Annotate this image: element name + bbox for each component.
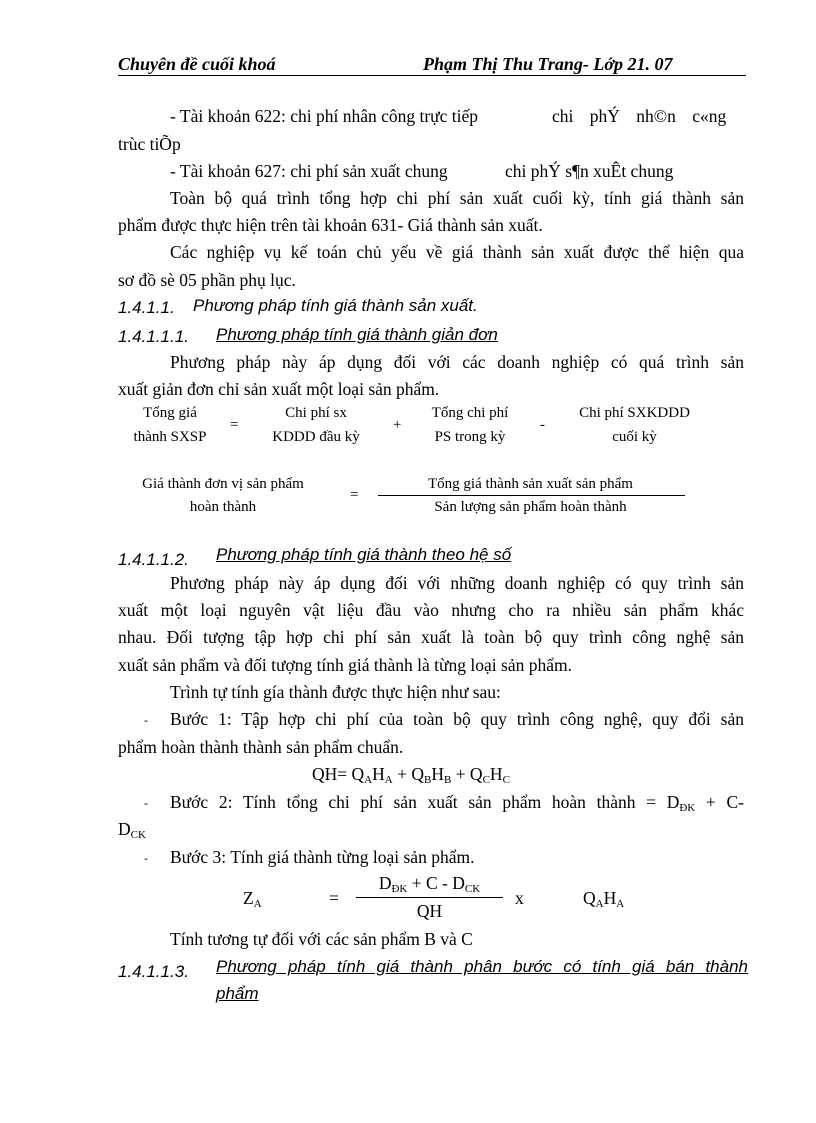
paragraph-line: Phương pháp này áp dụng đối với các doanh nghiệp có quá trình sản bbox=[170, 352, 744, 372]
subsection-title: Phương pháp tính giá thành giản đơn bbox=[216, 325, 498, 344]
section-number: 1.4.1.1. bbox=[118, 298, 175, 317]
za-lhs: $Z_A$ bbox=[243, 888, 262, 910]
step-3-text: Bước 3: Tính giá thành từng loại sản phẩm. bbox=[170, 847, 475, 867]
formula-term: PS trong kỳ bbox=[434, 429, 506, 445]
subsection-number: 1.4.1.1.2. bbox=[118, 550, 189, 569]
account-622-garbled: chi phÝ nh©n c«ng bbox=[552, 106, 727, 126]
subsection-number: 1.4.1.1.1. bbox=[118, 327, 189, 346]
paragraph-line: xuất giản đơn chỉ sản xuất một loại sản phẩm. bbox=[118, 379, 440, 399]
minus-sign: - bbox=[540, 417, 545, 433]
paragraph-line: Toàn bộ quá trình tổng hợp chi phí sản xuất cuối kỳ, tính giá thành sản bbox=[170, 188, 744, 208]
formula-lhs: Giá thành đơn vị sản phẩm bbox=[142, 476, 304, 492]
paragraph-line: Tính tương tự đối với các sản phẩm B và C bbox=[170, 929, 473, 949]
step-2-text: Bước 2: Tính tổng chi phí sản xuất sản phẩm hoàn thành = $D_{ĐK} + C-$ bbox=[170, 792, 744, 814]
step-1-text: Bước 1: Tập hợp chi phí của toàn bộ quy trình công nghệ, quy đổi sản bbox=[170, 709, 744, 729]
account-622-text: - Tài khoản 622: chi phí nhân công trực tiếp bbox=[170, 106, 479, 126]
account-627-text: - Tài khoản 627: chi phí sản xuất chung bbox=[170, 161, 448, 181]
subsection-title-cont: phẩm bbox=[216, 984, 259, 1003]
formula-term: cuối kỳ bbox=[612, 429, 657, 445]
account-622-garbled-cont: trùc tiÕp bbox=[118, 134, 181, 154]
za-denominator: QH bbox=[416, 901, 443, 921]
za-rhs: $Q_AH_A$ bbox=[583, 888, 625, 910]
equals-sign: = bbox=[350, 487, 359, 503]
step-1-text-cont: phẩm hoàn thành thành sản phẩm chuẩn. bbox=[118, 737, 404, 757]
formula-term: Tổng giá bbox=[143, 405, 197, 421]
fraction-bar bbox=[356, 897, 503, 898]
fraction-denominator: Sản lượng sản phẩm hoàn thành bbox=[434, 499, 627, 515]
paragraph-line: Trình tự tính gía thành được thực hiện như sau: bbox=[170, 682, 501, 702]
subsection-title: Phương pháp tính giá thành phân bước có tính giá bán thành bbox=[216, 957, 748, 976]
plus-sign: + bbox=[393, 417, 402, 433]
formula-term: KDDD đầu kỳ bbox=[272, 429, 360, 445]
paragraph-line: Phương pháp này áp dụng đối với những doanh nghiệp có quy trình sản bbox=[170, 573, 744, 593]
paragraph-line: xuất một loại nguyên vật liệu đầu vào nhưng cho ra nhiều sản phẩm khác bbox=[118, 600, 744, 620]
header-left: Chuyên đề cuối khoá bbox=[118, 54, 276, 74]
bullet-dash: - bbox=[144, 796, 148, 810]
formula-term: thành SXSP bbox=[133, 429, 207, 445]
paragraph-line: nhau. Đối tượng tập hợp chi phí sản xuất là toàn bộ quy trình công nghệ sản bbox=[118, 627, 744, 647]
paragraph-line: xuất sản phẩm và đối tượng tính giá thành là từng loại sản phẩm. bbox=[118, 655, 572, 675]
subsection-number: 1.4.1.1.3. bbox=[118, 962, 189, 981]
paragraph-line: Các nghiệp vụ kế toán chủ yếu về giá thành sản xuất được thể hiện qua bbox=[170, 242, 744, 262]
account-627-garbled: chi phÝ s¶n xuÊt chung bbox=[505, 161, 674, 181]
step-2-text-cont: $D_{CK}$ bbox=[118, 819, 146, 841]
subsection-title: Phương pháp tính giá thành theo hệ số bbox=[216, 545, 512, 564]
header-divider bbox=[118, 75, 746, 76]
formula-term: Chi phí sx bbox=[285, 405, 347, 421]
formula-lhs: hoàn thành bbox=[189, 499, 257, 515]
header-right: Phạm Thị Thu Trang- Lớp 21. 07 bbox=[423, 54, 673, 74]
times-sign: x bbox=[515, 888, 524, 908]
section-title: Phương pháp tính giá thành sản xuất. bbox=[193, 296, 478, 315]
fraction-bar bbox=[378, 495, 685, 496]
equals-sign: = bbox=[329, 888, 339, 908]
formula-term: Chi phí SXKDDD bbox=[579, 405, 690, 421]
paragraph-line: sơ đồ sè 05 phần phụ lục. bbox=[118, 270, 296, 290]
fraction-numerator: Tổng giá thành sản xuất sản phẩm bbox=[428, 476, 633, 492]
za-numerator: $D_{ĐK} + C - D_{CK}$ bbox=[378, 873, 481, 895]
equals-sign: = bbox=[230, 417, 239, 433]
qh-formula: $QH= Q_AH_A + Q_BH_B + Q_CH_C$ bbox=[312, 764, 510, 786]
paragraph-line: phẩm được thực hiện trên tài khoản 631- Giá thành sản xuất. bbox=[118, 215, 543, 235]
bullet-dash: - bbox=[144, 713, 148, 727]
formula-term: Tổng chi phí bbox=[431, 405, 509, 421]
bullet-dash: - bbox=[144, 851, 148, 865]
